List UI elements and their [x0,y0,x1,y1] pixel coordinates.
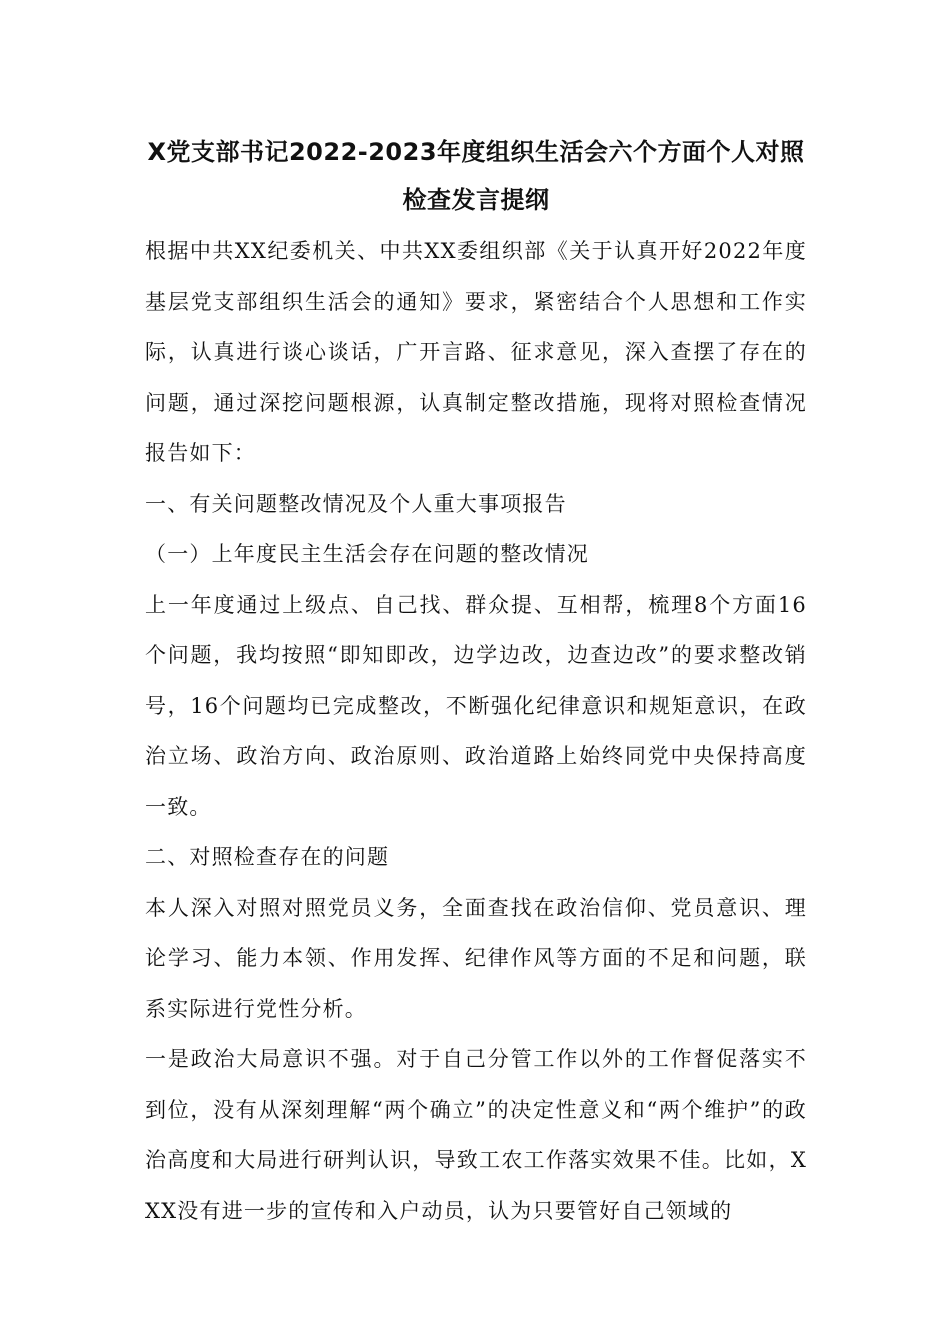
point-1-paragraph: 一是政治大局意识不强。对于自己分管工作以外的工作督促落实不到位，没有从深刻理解“两个确立”的决定性意义和“两个维护”的政治高度和大局进行研判认识，导致工农工作落实效果不佳。比如，XXX没有进一步的宣传和入户动员，认为只要管好自己领域的 [145,1047,807,1223]
section-1-heading: 一、有关问题整改情况及个人重大事项报告 [145,491,567,516]
document-content [145,128,807,1236]
section-2-paragraph: 本人深入对照对照党员义务，全面查找在政治信仰、党员意识、理论学习、能力本领、作用发挥、纪律作风等方面的不足和问题，联系实际进行党性分析。 [145,895,807,1021]
section-2-heading: 二、对照检查存在的问题 [145,845,390,869]
document-title-line-1: X党支部书记2022-2023年度组织生活会六个方面个人对照 [147,138,805,166]
intro-paragraph: 根据中共XX纪委机关、中共XX委组织部《关于认真开好2022年度基层党支部组织生活会的通知》要求，紧密结合个人思想和工作实际，认真进行谈心谈话，广开言路、征求意见，深入查摆了存在的问题，通过深挖问题根源，认真制定整改措施，现将对照检查情况报告如下： [145,239,807,465]
section-1-subheading: （一）上年度民主生活会存在问题的整改情况 [145,542,589,566]
section-1-sub-paragraph: 上一年度通过上级点、自己找、群众提、互相帮，梳理8个方面16个问题，我均按照“即知即改，边学边改，边查边改”的要求整改销号，16个问题均已完成整改，不断强化纪律意识和规矩意识，在政治立场、政治方向、政治原则、政治道路上始终同党中央保持高度一致。 [145,592,807,819]
document-title [145,128,807,224]
document-title-line-2: 检查发言提纲 [402,186,550,214]
